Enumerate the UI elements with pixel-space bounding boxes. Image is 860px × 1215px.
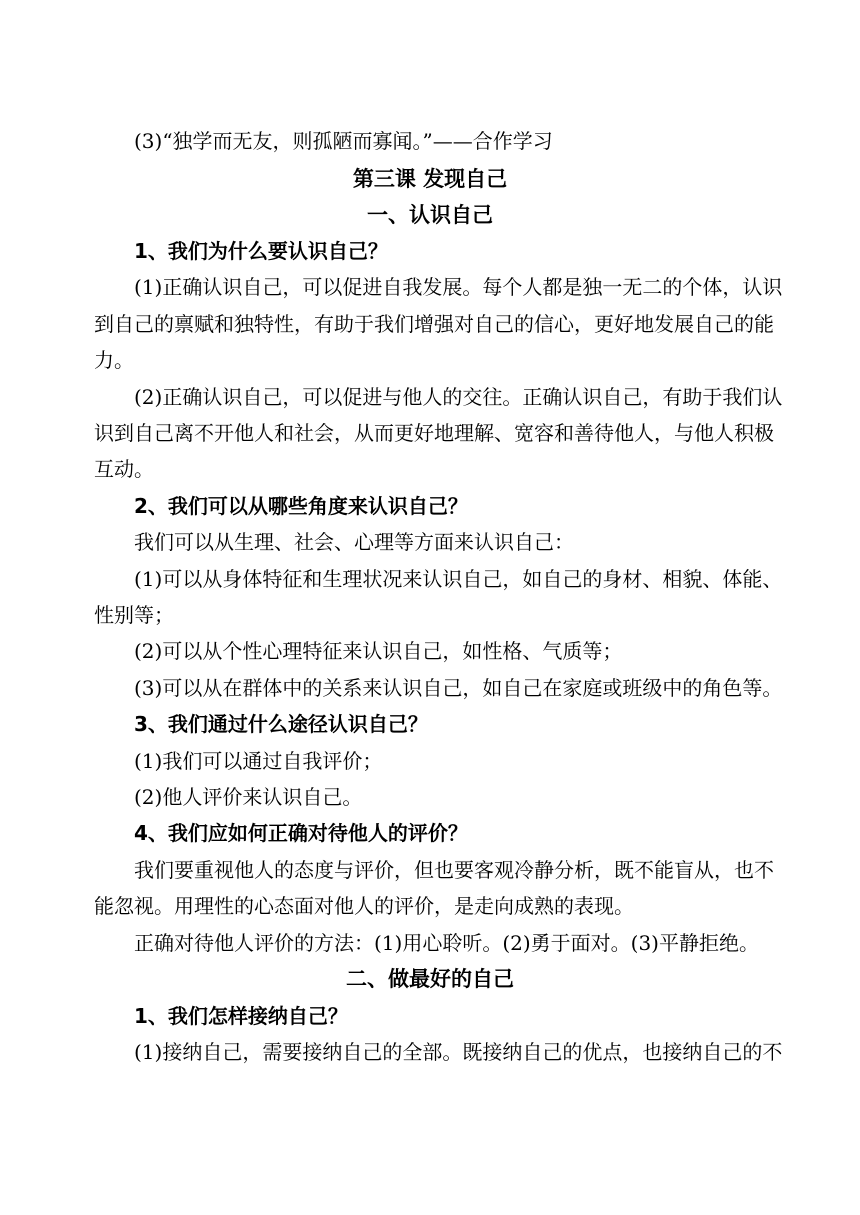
paragraph-line: 正确对待他人评价的方法：(1)用心聆听。(2)勇于面对。(3)平静拒绝。 (134, 931, 759, 955)
section-heading-2: 二、做最好的自己 (346, 967, 514, 991)
quote-line: (3)“独学而无友，则孤陋而寡闻。”——合作学习 (134, 129, 553, 153)
paragraph-line: 到自己的禀赋和独特性，有助于我们增强对自己的信心，更好地发展自己的能 (94, 312, 774, 336)
paragraph-line: (2)他人评价来认识自己。 (134, 785, 363, 809)
paragraph-line: (2)正确认识自己，可以促进与他人的交往。正确认识自己，有助于我们认 (134, 385, 783, 409)
question-1-heading: 1、我们为什么要认识自己？ (134, 239, 388, 263)
paragraph-line: 性别等； (94, 603, 174, 627)
question-5-heading: 1、我们怎样接纳自己？ (134, 1004, 348, 1028)
question-4-heading: 4、我们应如何正确对待他人的评价？ (134, 821, 468, 845)
paragraph-line: (1)正确认识自己，可以促进自我发展。每个人都是独一无二的个体，认识 (134, 275, 783, 299)
question-3-heading: 3、我们通过什么途径认识自己？ (134, 712, 428, 736)
paragraph-line: (1)我们可以通过自我评价； (134, 749, 383, 773)
paragraph-line: 识到自己离不开他人和社会，从而更好地理解、宽容和善待他人，与他人积极 (94, 421, 774, 445)
paragraph-line: 我们可以从生理、社会、心理等方面来认识自己： (134, 530, 574, 554)
paragraph-line: 力。 (94, 348, 134, 372)
lesson-title: 第三课 发现自己 (352, 167, 508, 191)
paragraph-line: (1)接纳自己，需要接纳自己的全部。既接纳自己的优点，也接纳自己的不 (134, 1040, 783, 1064)
paragraph-line: (2)可以从个性心理特征来认识自己，如性格、气质等； (134, 639, 623, 663)
paragraph-line: (1)可以从身体特征和生理状况来认识自己，如自己的身材、相貌、体能、 (134, 567, 783, 591)
question-2-heading: 2、我们可以从哪些角度来认识自己？ (134, 494, 468, 518)
section-heading-1: 一、认识自己 (367, 203, 493, 227)
paragraph-line: 互动。 (94, 457, 154, 481)
paragraph-line: 我们要重视他人的态度与评价，但也要客观冷静分析，既不能盲从，也不 (134, 858, 774, 882)
paragraph-line: (3)可以从在群体中的关系来认识自己，如自己在家庭或班级中的角色等。 (134, 676, 783, 700)
paragraph-line: 能忽视。用理性的心态面对他人的评价，是走向成熟的表现。 (94, 894, 634, 918)
